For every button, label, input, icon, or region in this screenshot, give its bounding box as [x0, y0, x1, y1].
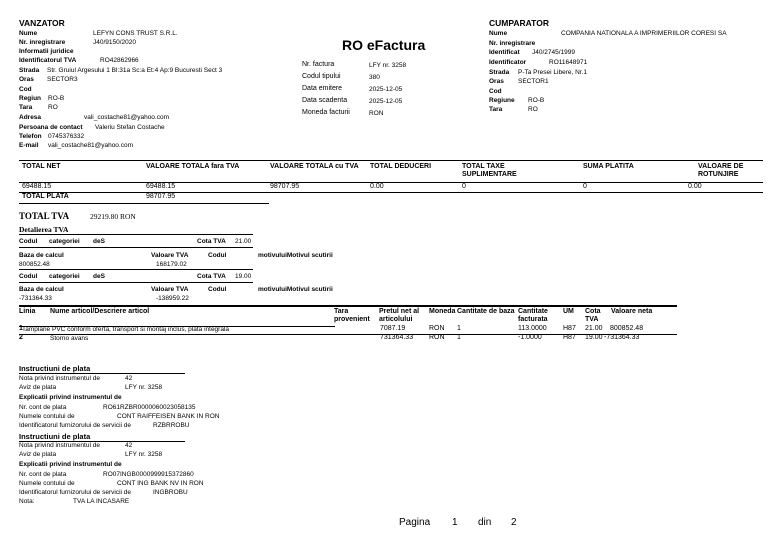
vat-reason-label: motivuluiMotivul scutirii — [258, 286, 333, 293]
totals-value-extra-taxes: 0 — [462, 183, 466, 190]
payment-explain-label: Explicatii privind instrumentul de — [19, 461, 122, 468]
payment-account: RO61RZBR0000060023058135 — [103, 404, 196, 411]
payment-aviz: LFY nr. 3258 — [125, 451, 163, 458]
seller-region-label: Regiun — [19, 95, 42, 102]
vat-breakdown-label: Detalierea TVA — [19, 225, 69, 234]
seller-phone: 0745376332 — [48, 133, 85, 140]
vat-amount-label: Valoare TVA — [151, 252, 189, 259]
vat-amount: -138959.22 — [156, 295, 189, 302]
seller-reg-label: Nr. inregistrare — [19, 39, 66, 46]
line-base-qty: 1 — [457, 334, 461, 341]
vat-base: 800852.48 — [19, 261, 50, 268]
vat-base-label: Baza de calcul — [19, 252, 64, 259]
buyer-country-label: Tara — [489, 106, 503, 113]
vat-category: deS — [93, 238, 105, 245]
buyer-postal-label: Cod — [489, 88, 502, 95]
divider — [19, 247, 253, 248]
vat-category-label: categoriei — [49, 273, 80, 280]
type-code-label: Codul tipului — [302, 73, 341, 80]
page-label: Pagina — [399, 517, 431, 528]
seller-vat: RO42862966 — [100, 57, 139, 64]
seller-street: Str. Gruiul Argesului 1 Bl:31a Sc:a Et:4 Ap:9 Bucuresti Sect 3 — [47, 67, 223, 74]
seller-contact: Valeriu Stefan Costache — [95, 124, 165, 131]
payment-title: Instructiuni de plata — [19, 432, 91, 441]
seller-city-label: Oras — [19, 76, 34, 83]
line-rate: 21.00 — [585, 325, 603, 332]
payment-note: 42 — [125, 375, 133, 382]
buyer-reg-label: Nr. inregistrare — [489, 40, 536, 47]
seller-street-label: Strada — [19, 67, 40, 74]
payment-note: 42 — [125, 442, 133, 449]
divider — [19, 192, 763, 193]
seller-reg: J40/9150/2020 — [93, 39, 137, 46]
seller-vat-label: Identificatorul TVA — [19, 57, 77, 64]
line-description: Storno avans — [50, 335, 89, 342]
document-title: RO eFactura — [342, 37, 426, 53]
lines-header-base-qty: Cantitate de baza — [457, 308, 515, 315]
seller-country-label: Tara — [19, 104, 33, 111]
lines-header-currency: Moneda — [429, 308, 456, 315]
vat-rate: 21.00 — [235, 238, 252, 245]
line-currency: RON — [429, 325, 445, 332]
divider — [19, 305, 677, 307]
payment-account-label: Nr. cont de plata — [19, 404, 67, 411]
totals-header-no-vat: VALOARE TOTALA fara TVA — [146, 163, 240, 170]
issue-date-label: Data emitere — [302, 85, 343, 92]
issue-date: 2025-12-05 — [369, 86, 403, 93]
lines-header-price: Pretul net al articolului — [379, 308, 420, 323]
buyer-city: SECTOR1 — [518, 78, 549, 85]
payment-aviz-label: Aviz de plata — [19, 451, 57, 458]
type-code: 380 — [369, 74, 380, 81]
vat-amount-label: Valoare TVA — [151, 286, 189, 293]
page-number: 1 — [452, 517, 458, 528]
totals-header-rounding: VALOARE DE ROTUNJIRE — [698, 163, 744, 178]
currency: RON — [369, 110, 384, 117]
payment-note-label: Nota privind instrumentul de — [19, 375, 100, 382]
seller-email-label: E-mail — [19, 142, 39, 149]
line-price: 731364.33 — [380, 334, 414, 341]
lines-header-origin: Tara provenient — [334, 308, 370, 323]
payment-account: RO07INGB0000999915372860 — [103, 471, 194, 478]
vat-reason-label: motivuluiMotivul scutirii — [258, 252, 333, 259]
totals-header-extra-taxes: TOTAL TAXE SUPLIMENTARE — [462, 163, 517, 178]
totals-header-net: TOTAL NET — [22, 163, 61, 170]
divider — [19, 234, 253, 235]
seller-name: LEFYN CONS TRUST S.R.L. — [93, 30, 178, 37]
payment-account-label: Nr. cont de plata — [19, 471, 67, 478]
buyer-name-label: Nume — [489, 30, 508, 37]
note-label: Nota: — [19, 498, 35, 505]
seller-legal-info-label: Informatii juridice — [19, 48, 74, 55]
payment-note-label: Nota privind instrumentul de — [19, 442, 100, 449]
vat-rate-label: Cota TVA — [197, 238, 226, 245]
lines-header-rate: Cota TVA — [585, 308, 601, 323]
buyer-country: RO — [528, 106, 538, 113]
lines-header-net: Valoare neta — [611, 308, 653, 315]
totals-value-no-vat: 69488.15 — [146, 183, 176, 190]
divider — [19, 182, 763, 183]
vat-reason-code-label: Codul — [208, 252, 227, 259]
page-total: 2 — [511, 517, 517, 528]
totals-value-deductions: 0.00 — [370, 183, 384, 190]
totals-value-rounding: 0.00 — [688, 183, 702, 190]
line-net: -731364.33 — [604, 334, 640, 341]
payment-title: Instructiuni de plata — [19, 364, 91, 373]
line-rate: 19.00 — [585, 334, 603, 341]
payment-account-name-label: Numele contului de — [19, 413, 75, 420]
buyer-street-label: Strada — [489, 69, 510, 76]
buyer-id: J40/2745/1999 — [532, 49, 576, 56]
divider — [19, 282, 253, 283]
payment-explain-label: Explicatii privind instrumentul de — [19, 394, 122, 401]
total-plata-label: TOTAL PLATA — [22, 193, 69, 200]
invoice-number: LFY nr. 3258 — [369, 62, 407, 69]
buyer-name: COMPANIA NATIONALA A IMPRIMERIILOR CORESI SA — [561, 30, 727, 37]
seller-address: vali_costache81@yahoo.com — [84, 114, 170, 121]
buyer-identifier-label: Identificator — [489, 59, 527, 66]
payment-account-name: CONT RAIFFEISEN BANK IN RON — [117, 413, 220, 420]
payment-provider: INGBROBU — [153, 489, 188, 496]
lines-header-qty: Cantitate facturata — [518, 308, 548, 323]
totals-header-deductions: TOTAL DEDUCERI — [370, 163, 432, 170]
vat-total: 29219.80 RON — [90, 212, 136, 221]
note-value: TVA LA INCASARE — [73, 498, 130, 505]
payment-provider-label: Identificatorul furnizorului de servicii de — [19, 422, 131, 429]
divider — [19, 203, 269, 204]
buyer-region-label: Regiune — [489, 97, 515, 104]
totals-value-with-vat: 98707.95 — [270, 183, 300, 190]
buyer-city-label: Oras — [489, 78, 504, 85]
lines-header-line: Linia — [19, 308, 36, 315]
payment-provider: RZBRROBU — [153, 422, 190, 429]
seller-email: vali_costache81@yahoo.com — [48, 142, 134, 149]
buyer-id-label: Identificat — [489, 49, 520, 56]
vat-rate: 19.00 — [235, 273, 252, 280]
seller-country: RO — [48, 104, 58, 111]
line-um: H87 — [563, 325, 576, 332]
line-net: 800852.48 — [610, 325, 644, 332]
divider — [19, 373, 185, 374]
lines-header-name: Nume articol/Descriere articol — [50, 308, 150, 315]
seller-postal-label: Cod — [19, 86, 32, 93]
vat-rate-label: Cota TVA — [197, 273, 226, 280]
total-plata: 98707.95 — [146, 193, 176, 200]
vat-reason-code-label: Codul — [208, 286, 227, 293]
buyer-street: P-Ta Presei Libere, Nr.1 — [518, 69, 588, 76]
totals-value-net: 69488.15 — [22, 183, 52, 190]
due-date-label: Data scadenta — [302, 97, 348, 104]
seller-name-label: Nume — [19, 30, 38, 37]
currency-label: Moneda facturii — [302, 109, 350, 116]
line-currency: RON — [429, 334, 445, 341]
line-base-qty: 1 — [457, 325, 461, 332]
totals-header-with-vat: VALOARE TOTALA cu TVA — [270, 163, 359, 170]
vat-amount: 168179.02 — [156, 261, 187, 268]
buyer-title: CUMPARATOR — [489, 18, 549, 28]
vat-code-label: Codul — [19, 273, 38, 280]
payment-account-name: CONT ING BANK NV IN RON — [117, 480, 204, 487]
payment-aviz: LFY nr. 3258 — [125, 384, 163, 391]
divider — [19, 334, 677, 335]
buyer-identifier: RO11648971 — [549, 59, 588, 66]
payment-aviz-label: Aviz de plata — [19, 384, 57, 391]
invoice-number-label: Nr. factura — [302, 61, 335, 68]
lines-header-um: UM — [563, 308, 574, 315]
vat-total-label: TOTAL TVA — [19, 211, 70, 221]
vat-base-label: Baza de calcul — [19, 286, 64, 293]
totals-value-paid: 0 — [583, 183, 587, 190]
line-description: Tamplarie PVC conform oferta, transport si montaj inclus, plata integrala — [22, 326, 230, 333]
line-number: 2 — [19, 334, 23, 341]
line-qty: 113.0000 — [518, 325, 547, 332]
page-of-label: din — [478, 517, 492, 528]
divider — [19, 160, 763, 161]
vat-code-label: Codul — [19, 238, 38, 245]
payment-account-name-label: Numele contului de — [19, 480, 75, 487]
line-qty: -1.0000 — [518, 334, 542, 341]
vat-category-label: categoriei — [49, 238, 80, 245]
line-price: 7087.19 — [380, 325, 406, 332]
seller-city: SECTOR3 — [47, 76, 78, 83]
seller-phone-label: Telefon — [19, 133, 42, 140]
payment-provider-label: Identificatorul furnizorului de servicii de — [19, 489, 131, 496]
seller-contact-label: Persoana de contact — [19, 124, 83, 131]
due-date: 2025-12-05 — [369, 98, 403, 105]
seller-title: VANZATOR — [19, 18, 65, 28]
line-number: 1 — [19, 325, 23, 332]
buyer-region: RO-B — [528, 97, 545, 104]
vat-category: deS — [93, 273, 105, 280]
vat-base: -731364.33 — [19, 295, 52, 302]
line-um: H87 — [563, 334, 576, 341]
divider — [19, 269, 253, 270]
seller-address-label: Adresa — [19, 114, 42, 121]
seller-region: RO-B — [48, 95, 65, 102]
totals-header-paid: SUMA PLATITA — [583, 163, 634, 170]
